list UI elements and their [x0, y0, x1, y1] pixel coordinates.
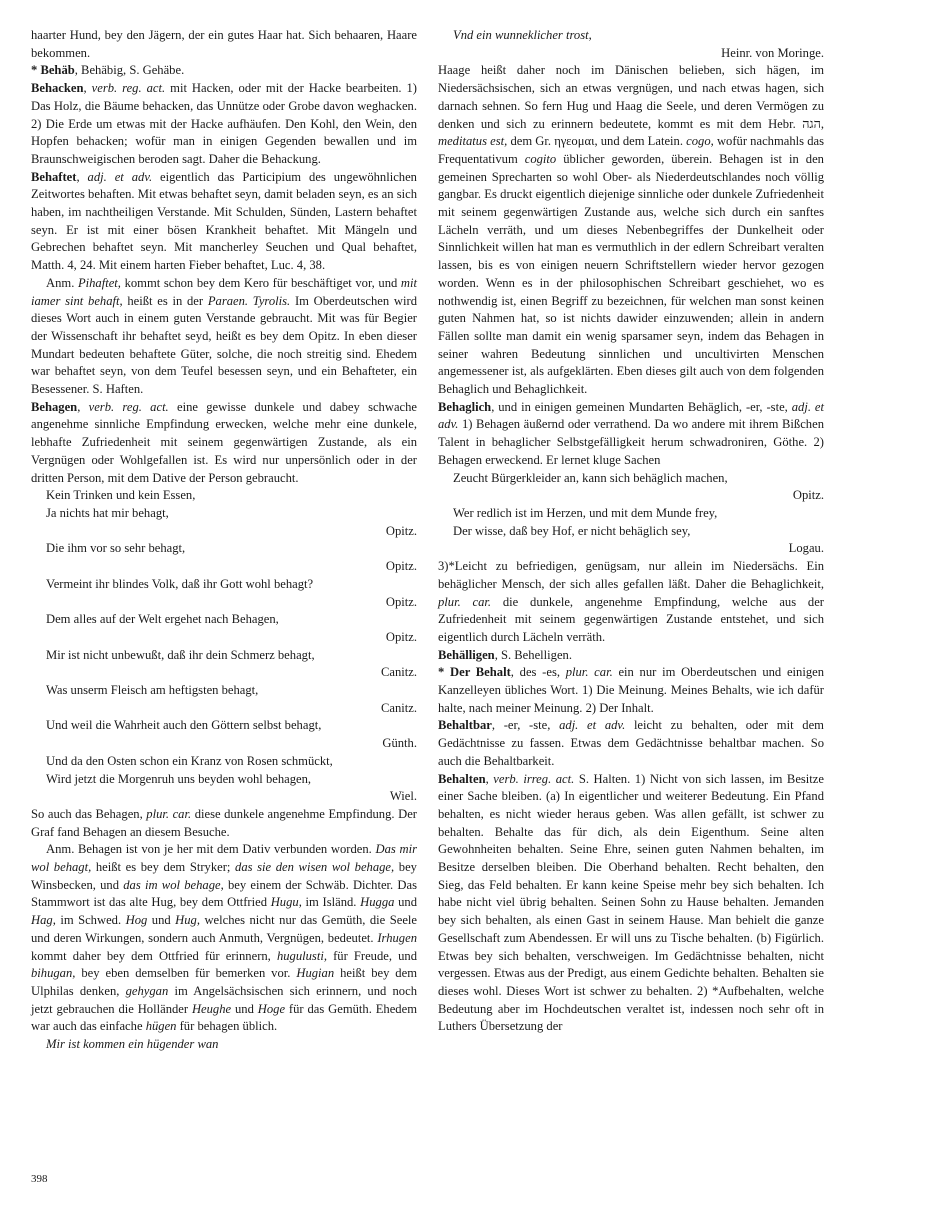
entry-paragraph: [31, 80, 417, 169]
headword: Behälligen: [438, 647, 495, 662]
text-run: kommt schon bey dem Kero für beschäftiget vor, und: [120, 275, 401, 290]
italic-text: plur. car.: [146, 806, 192, 821]
headword: * Der Behalt: [438, 665, 511, 680]
verse-line: Kein Trinken und kein Essen,: [46, 488, 196, 503]
text-run: heißt es bey dem Stryker;: [91, 860, 236, 875]
headword: Behaltbar: [438, 718, 492, 733]
text-run: und: [394, 895, 417, 910]
italic-text: verb. irreg. act.: [493, 771, 575, 786]
entry-paragraph: [31, 27, 417, 62]
italic-text: bihugan,: [31, 966, 76, 981]
italic-text: Irhugen: [377, 930, 417, 945]
text-run: mit Hacken, oder mit der Hacke bearbeiten. 1) Das Holz, die Bäume behacken, das Unnütze oder Grobe davon weghacken. 2) Die Erde um etwas mit der Hacke aufhäufen. Den Kohl, den Wein, den Hopfen behacken; wofür man in einigen Gegenden bewallen und im Braunschweigischen beroden sagt. Daher die Behackung.: [31, 81, 417, 166]
text-run: und: [231, 1001, 258, 1016]
italic-text: Heughe: [191, 1001, 232, 1016]
text-run: bey einem der Schwäb. Dichter. Das Stammwort ist das alte Hug, bey dem Ottfried: [31, 877, 418, 910]
left-column: [31, 27, 417, 1054]
italic-text: Hugga: [360, 895, 395, 910]
headword: Behaglich: [438, 399, 492, 414]
citation-author: Canitz.: [380, 665, 417, 680]
italic-text: cogo,: [686, 134, 714, 149]
text-run: , -er, -ste,: [491, 718, 560, 733]
italic-text: cogito: [524, 151, 557, 166]
italic-text: Hog: [125, 913, 148, 928]
italic-text: Das mir wol behagt,: [31, 842, 417, 875]
text-run: Im Oberdeutschen wird dieses Wort auch in einem guten Verstande gebraucht. Mit was für Begier der Wissenschaft ihr behaftet seyd, heißt es bey dem Opitz. In eben dieser Mundart bedeuten behaftete Güter, solche, die noch streitig sind. Ehedem war behaftet seyn, von dem Teufel besessen seyn, und ein Behafteter, ein Besessener. S. Haften.: [31, 293, 417, 397]
text-run: für das Gemüth. Ehedem war auch das einfache: [31, 1001, 417, 1034]
text-run: heißt bey dem Ulphilas denken,: [31, 966, 417, 998]
text-run: die dunkele, angenehme Empfindung, welche aus der Zufriedenheit mit seinem gegenwärtigen Zustande entstehet, und sich eigentlich durch Lächeln verräth.: [438, 594, 824, 644]
italic-text: plur. car.: [438, 594, 492, 609]
verse-text: Mir ist kommen ein hügender wan: [46, 1037, 219, 1052]
italic-text: Pihaftet,: [77, 275, 121, 290]
verse-line: Dem alles auf der Welt ergehet nach Behagen,: [46, 612, 279, 627]
verse-line: Und weil die Wahrheit auch den Göttern selbst behagt,: [46, 718, 322, 733]
verse-line: [438, 27, 824, 45]
citation-author: Wiel.: [389, 789, 417, 804]
right-column: [438, 27, 824, 1036]
text-run: , und in einigen gemeinen Mundarten Behäglich, -er, -ste,: [491, 399, 792, 414]
entry-paragraph: [31, 169, 417, 275]
entry-paragraph: [438, 558, 824, 647]
entry-paragraph: [438, 717, 824, 770]
italic-text: gehygan: [125, 983, 169, 998]
text-run: bey Winsbecken, und: [31, 860, 417, 892]
italic-text: hügen: [145, 1019, 177, 1034]
citation-author: Heinr. von Moringe.: [721, 45, 824, 60]
citation-author: Opitz.: [385, 523, 417, 538]
text-run: ,: [83, 81, 92, 96]
verse-line: Die ihm vor so sehr behagt,: [46, 541, 186, 556]
italic-text: Hug,: [175, 913, 200, 928]
text-run: diese dunkele angenehme Empfindung. Der Graf fand Behagen an diesem Besuche.: [31, 806, 417, 839]
verse-line: Wird jetzt die Morgenruh uns beyden wohl behagen,: [46, 771, 312, 786]
verse-text: Vnd ein wunneklicher trost,: [453, 28, 592, 42]
text-run: für behagen üblich.: [176, 1019, 278, 1034]
verse-line: Zeucht Bürgerkleider an, kann sich behäglich machen,: [453, 470, 728, 485]
text-run: eigentlich das Participium des ungewöhnlichen Zeitwortes behaften. Mit etwas behaftet seyn, damit beladen seyn, es an sich haben, im nachtheiligen Verstande. Mit Schulden, Sünden, Lastern behaftet seyn. Er ist mit einer bösen Krankheit behaftet. Mit Mängeln und Gebrechen behaftet seyn. Mit mancherley Seuchen und Qual behaftet, Matth. 4, 24. Mit einem harten Fieber behaftet, Luc. 4, 38.: [31, 169, 417, 273]
text-run: kommt daher bey dem Ottfried für erinnern,: [31, 948, 277, 963]
entry-paragraph: [31, 399, 417, 488]
italic-text: Hoge: [257, 1001, 286, 1016]
text-run: , Behäbig, S. Gehäbe.: [74, 63, 185, 78]
entry-paragraph: [438, 62, 824, 398]
italic-text: adj. et adv.: [438, 399, 824, 432]
text-run: ein nur im Oberdeutschen und einigen Kanzelleyen übliches Wort. 1) Die Meinung. Meines Behalts, wie ich dafür halte, nach meiner Meinung. 2) Der Inhalt.: [438, 665, 825, 715]
italic-text: Paraen. Tyrolis.: [207, 293, 291, 308]
text-run: 3)*Leicht zu befriedigen, genügsam, nur allein im Niedersächs. Ein behäglicher Mensch, der sich alles gefallen läßt. Daher die Behaglichkeit,: [438, 559, 824, 591]
verse-line: Mir ist nicht unbewußt, daß ihr dein Schmerz behagt,: [46, 647, 315, 662]
text-run: heißt es in der: [122, 293, 208, 308]
italic-text: plur. car.: [565, 665, 613, 680]
text-run: S. Halten. 1) Nicht von sich lassen, im Besitze einer Sache bleiben. (a) In eigentlicher und weiterer Bedeutung. Ein Pfand behalten, es nicht wieder heraus geben. Was allen gefällt, ist schwer zu behalten. Behalte das für dich, als dein Eigenthum. Seine alten Gewohnheiten behalten. Seine Ehre, seinen guten Nahmen behalten, im Besitze derselben bleiben. Die Oberhand behalten. Recht behalten, den Sieg, das Feld behalten. Er kann keine Speise mehr bey sich behalten. Ich habe nicht viel übrig behalten. Seinen Sohn zu Hause behalten. Jemanden bey sich behalten, als einen Gast in seinem Hause. Man behielt die ganze Gesellschaft zum Abendessen. Er will uns zu Tische behalten. (b) Figürlich. Etwas bey sich behalten, verschweigen. Im Gedächtnisse behalten, nicht vergessen. Etwas aus der Predigt, aus einem Gedichte behalten. Behalten sie dieses wohl. Dieses Wort ist schwer zu behalten. 2) *Aufbehalten, welche Bedeutung aber im Hochdeutschen veraltet ist, indessen noch sehr oft in Luthers Übersetzung der: [438, 771, 824, 1034]
text-run: für Freude, und: [326, 948, 418, 963]
text-run: wofür nachmahls das Frequentativum: [438, 134, 824, 166]
text-run: im Angelsächsischen sich erinnern, und noch jetzt gebrauchen die Holländer: [31, 983, 417, 1016]
italic-text: verb. reg. act.: [91, 81, 166, 96]
citation-author: Günth.: [382, 736, 417, 751]
text-run: üblicher geworden, überein. Behagen ist in den gemeinen Sprecharten so wohl Ober- als Niederdeutschlandes noch völlig gangbar. Es druckt eigentlich diejenige sinnliche oder dunkele Zufriedenheit mit seinem gegenwärtigen Zustande aus, welche sich durch ein sanftes Lächeln verräth, und um dieses Nebenbegriffes der Dunkelheit oder Sinnlichkeit willen hat man es vermuthlich in der edlern Schreibart veralten lassen, bis es von einigen neuern Schriftstellern wieder hervor gezogen worden. Wenn es in der philosophischen Schreibart geschiehet, wo es nothwendig ist, einen Begriff zu bezeichnen, für welchen man sonst keinen guten Nahmen hat, so ist nichts dawider einzuwenden; allein in andern Fällen sollte man damit ein wenig sparsamer seyn, indem das Behagen in seiner wahren Bedeutung sinnlichen und uncultivirten Menschen angemessener ist, als aufgeklärten. Eben dieses gilt auch von dem folgenden Behaglich und Behaglichkeit.: [438, 151, 824, 397]
entry-paragraph: [438, 664, 824, 717]
text-run: ,: [485, 771, 494, 786]
text-run: im Schwed.: [55, 913, 126, 928]
italic-text: adj. et adv.: [559, 718, 626, 733]
verse-line: [31, 1036, 417, 1054]
citation-author: Opitz.: [385, 594, 417, 609]
verse-line: Was unserm Fleisch am heftigsten behagt,: [46, 683, 259, 698]
citation-author: Opitz.: [792, 488, 824, 503]
text-run: ,: [77, 399, 89, 414]
text-run: Haage heißt daher noch im Dänischen belieben, sich hägen, im Niedersächsischen, sich an etwas vergnügen, und nach etwas hagen, sich darnach sehnen. So fern Hug und Haag die Seele, und deren Vermögen zu denken und sich zu erinnern bedeutete, kommt es mit dem Hebr. הגה,: [438, 63, 824, 131]
text-run: welches nicht nur das Gemüth, die Seele und deren Wirkungen, sondern auch Anmuth, Vergnügen, bedeutet.: [31, 913, 417, 945]
annotation-paragraph: [31, 841, 417, 1036]
verse-line: Ja nichts hat mir behagt,: [46, 505, 169, 520]
entry-paragraph: [438, 647, 824, 665]
verse-line: Und da den Osten schon ein Kranz von Rosen schmückt,: [46, 753, 333, 768]
citation-author: Opitz.: [385, 629, 417, 644]
italic-text: Hugian: [296, 966, 335, 981]
text-run: bey eben demselben für bemerken vor.: [75, 966, 297, 981]
text-run: , des -es,: [510, 665, 566, 680]
italic-text: das sie den wisen wol behage,: [235, 860, 395, 875]
headword: Behacken: [31, 81, 84, 96]
annotation-paragraph: [31, 275, 417, 399]
text-run: So auch das Behagen,: [31, 806, 147, 821]
verse-line: Der wisse, daß bey Hof, er nicht behäglich sey,: [453, 523, 691, 538]
entry-paragraph: [438, 399, 824, 470]
italic-text: verb. reg. act.: [88, 399, 169, 414]
headword: Behagen: [31, 399, 78, 414]
text-run: haarter Hund, bey den Jägern, der ein gutes Haar hat. Sich behaaren, Haare bekommen.: [31, 28, 417, 60]
text-run: 1) Behagen äußernd oder verrathend. Da wo andere mit ihrem Bißchen Talent in behaglicher Selbstgefälligkeit herum schwadroniren, Göthe. 2) Behagen erweckend. Er lernet kluge Sachen: [438, 417, 824, 467]
text-run: und: [147, 913, 176, 928]
text-run: eine gewisse dunkele und dabey schwache angenehme sinnliche Empfindung erwecken, welche mehr eine dunkele, lebhafte Zufriedenheit mit seinem gegenwärtigen Zustande, als ein Vergnügen oder Wohlgefallen ist. Es wird nur unpersönlich oder in der dritten Person, mit dem Dative der Person gebraucht.: [31, 399, 418, 485]
italic-text: Hag,: [31, 913, 56, 928]
italic-text: mit iamer sint behaft,: [31, 275, 417, 308]
entry-paragraph: [31, 62, 417, 80]
italic-text: das im wol behage,: [123, 877, 224, 892]
entry-paragraph: [438, 771, 824, 1037]
italic-text: hugulusti,: [276, 948, 327, 963]
text-run: Anm. Behagen ist von je her mit dem Dativ verbunden worden.: [46, 842, 376, 857]
italic-text: Hugu,: [270, 895, 302, 910]
italic-text: meditatus est,: [438, 134, 508, 149]
text-run: Anm.: [46, 275, 78, 290]
verse-line: Wer redlich ist im Herzen, und mit dem Munde frey,: [453, 505, 718, 520]
text-run: dem Gr. ηγεομαι, und dem Latein.: [507, 134, 687, 149]
text-run: leicht zu behalten, oder mit dem Gedächtnisse zu fassen. Etwas dem Gedächtnisse behaltbar machen. So auch die Behaltbarkeit.: [438, 718, 824, 768]
italic-text: adj. et adv.: [87, 169, 153, 184]
headword: Behaftet: [31, 169, 77, 184]
page-number: 398: [31, 1173, 48, 1185]
verse-line: Vermeint ihr blindes Volk, daß ihr Gott wohl behagt?: [46, 576, 314, 591]
citation-author: Canitz.: [380, 700, 417, 715]
text-run: , S. Behelligen.: [494, 647, 572, 662]
headword: * Behäb: [31, 63, 75, 78]
citation-author: Logau.: [788, 541, 824, 556]
entry-paragraph: [31, 806, 417, 841]
citation-author: Opitz.: [385, 559, 417, 574]
text-run: im Isländ.: [301, 895, 361, 910]
headword: Behalten: [438, 771, 486, 786]
text-run: ,: [76, 169, 88, 184]
